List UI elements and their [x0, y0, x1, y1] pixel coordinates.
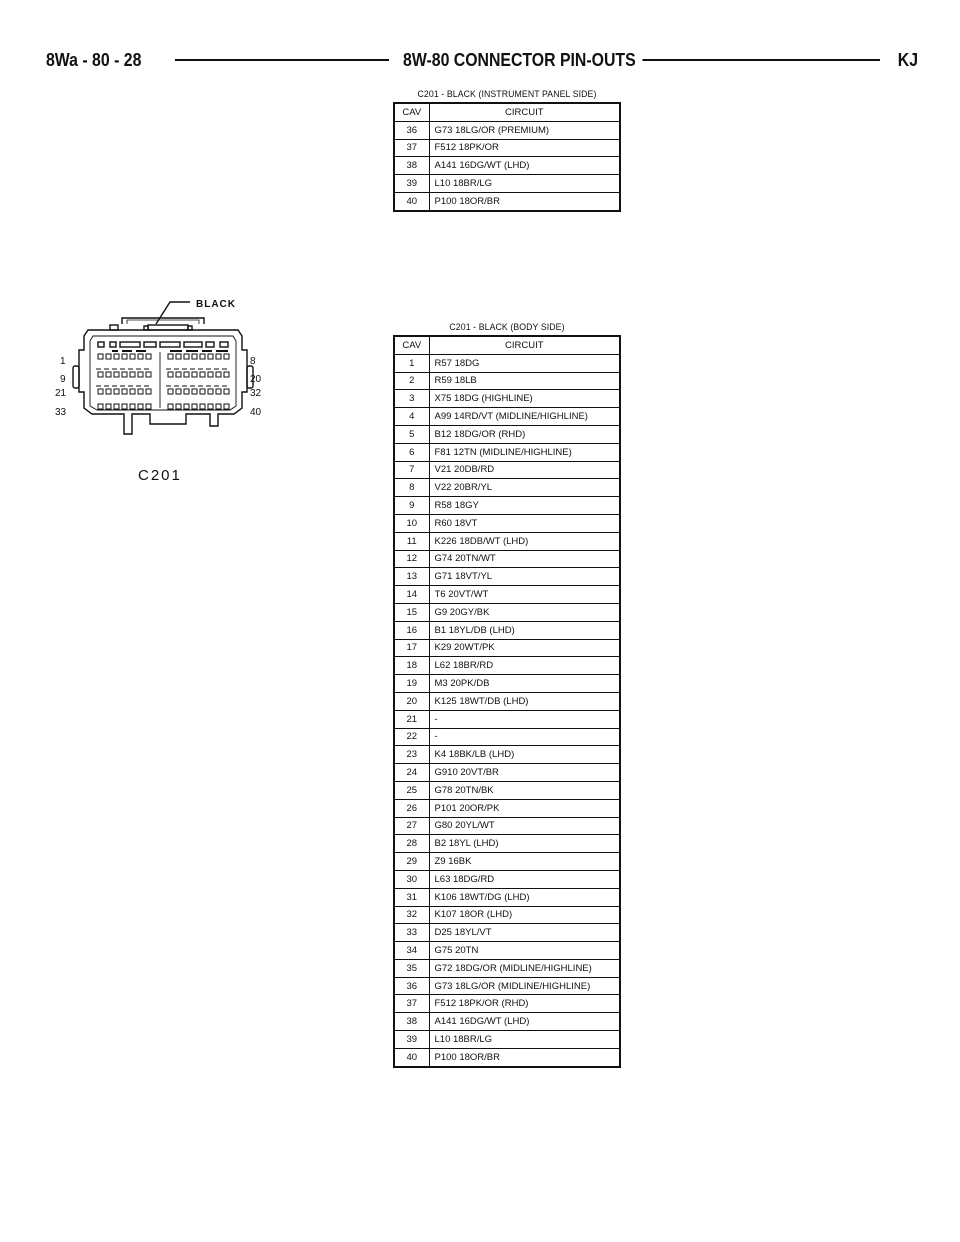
connector-cavity [114, 389, 119, 394]
table-row [394, 639, 620, 657]
cavity-number: 38 [394, 1013, 429, 1031]
table-row [394, 799, 620, 817]
table-row [394, 995, 620, 1013]
connector-cavity [98, 389, 103, 394]
circuit-code: G73 18LG/OR (PREMIUM) [429, 121, 620, 139]
column-header-cav: CAV [394, 103, 429, 121]
table-row [394, 354, 620, 372]
connector-cavity [114, 404, 119, 409]
table-row [394, 139, 620, 157]
cavity-number: 35 [394, 959, 429, 977]
circuit-code: P101 20OR/PK [429, 799, 620, 817]
table-row [394, 568, 620, 586]
cavity-number: 31 [394, 888, 429, 906]
connector-cavity [216, 389, 221, 394]
circuit-code: G80 20YL/WT [429, 817, 620, 835]
cavity-number: 17 [394, 639, 429, 657]
circuit-code: T6 20VT/WT [429, 586, 620, 604]
connector-cavity [184, 389, 189, 394]
cavity-number: 24 [394, 764, 429, 782]
circuit-code: P100 18OR/BR [429, 1048, 620, 1066]
circuit-code: R58 18GY [429, 497, 620, 515]
cavity-number: 15 [394, 603, 429, 621]
connector-cavity [106, 404, 111, 409]
connector-cavity [176, 354, 181, 359]
table-row [394, 924, 620, 942]
connector-cavity [106, 354, 111, 359]
connector-cavity [192, 372, 197, 377]
table-row [394, 692, 620, 710]
connector-cavity [208, 389, 213, 394]
cavity-number: 7 [394, 461, 429, 479]
cavity-number: 36 [394, 121, 429, 139]
body-side-table-block [393, 321, 621, 1068]
connector-cavity [122, 354, 127, 359]
cavity-number: 9 [394, 497, 429, 515]
ip-side-table-title: C201 - BLACK (INSTRUMENT PANEL SIDE) [417, 89, 597, 100]
connector-cavity [200, 354, 205, 359]
body-side-table-title: C201 - BLACK (BODY SIDE) [449, 322, 565, 333]
table-row [394, 443, 620, 461]
connector-cavity [114, 354, 119, 359]
connector-cavity [192, 404, 197, 409]
circuit-code: L10 18BR/LG [429, 1031, 620, 1049]
table-row [394, 853, 620, 871]
circuit-code: L10 18BR/LG [429, 175, 620, 193]
connector-cavity [146, 389, 151, 394]
body-side-table-body [394, 354, 620, 1066]
connector-cavity [130, 354, 135, 359]
connector-cavity [130, 404, 135, 409]
header-rule-left [175, 59, 389, 61]
table-row [394, 1013, 620, 1031]
circuit-code: F81 12TN (MIDLINE/HIGHLINE) [429, 443, 620, 461]
circuit-code: G72 18DG/OR (MIDLINE/HIGHLINE) [429, 959, 620, 977]
cavity-number: 21 [394, 710, 429, 728]
table-row [394, 408, 620, 426]
table-row [394, 175, 620, 193]
page-header [40, 47, 918, 73]
cavity-number: 4 [394, 408, 429, 426]
connector-cavity [168, 372, 173, 377]
table-row [394, 746, 620, 764]
circuit-code: B2 18YL (LHD) [429, 835, 620, 853]
pin-label-33: 33 [55, 407, 67, 418]
pin-label-1: 1 [60, 356, 66, 367]
cavity-number: 30 [394, 870, 429, 888]
cavity-number: 5 [394, 425, 429, 443]
connector-cavity [224, 354, 229, 359]
table-row [394, 835, 620, 853]
connector-cavity [200, 404, 205, 409]
circuit-code: F512 18PK/OR [429, 139, 620, 157]
connector-cavity [224, 404, 229, 409]
cavity-number: 40 [394, 192, 429, 210]
pin-label-9: 9 [60, 374, 66, 385]
connector-cavity [176, 372, 181, 377]
circuit-code: K106 18WT/DG (LHD) [429, 888, 620, 906]
table-row [394, 372, 620, 390]
connector-cavity [106, 372, 111, 377]
circuit-code: A141 16DG/WT (LHD) [429, 157, 620, 175]
connector-cavity [138, 354, 143, 359]
table-row [394, 728, 620, 746]
connector-cavity [208, 354, 213, 359]
header-rule-right [635, 59, 880, 61]
table-row [394, 603, 620, 621]
table-row [394, 192, 620, 210]
circuit-code: D25 18YL/VT [429, 924, 620, 942]
table-row [394, 532, 620, 550]
connector-cavity [130, 389, 135, 394]
cavity-number: 37 [394, 139, 429, 157]
table-row [394, 586, 620, 604]
cavity-number: 3 [394, 390, 429, 408]
circuit-code: X75 18DG (HIGHLINE) [429, 390, 620, 408]
table-row [394, 1048, 620, 1066]
table-row [394, 514, 620, 532]
table-row [394, 906, 620, 924]
cavity-number: 23 [394, 746, 429, 764]
connector-cavity [106, 389, 111, 394]
model-code: KJ [891, 47, 918, 73]
cavity-number: 18 [394, 657, 429, 675]
circuit-code: M3 20PK/DB [429, 675, 620, 693]
cavity-number: 26 [394, 799, 429, 817]
connector-cavity [146, 404, 151, 409]
table-header-row [394, 103, 620, 121]
cavity-number: 25 [394, 781, 429, 799]
connector-cavity [184, 372, 189, 377]
cavity-number: 39 [394, 1031, 429, 1049]
cavity-number: 13 [394, 568, 429, 586]
circuit-code: A99 14RD/VT (MIDLINE/HIGHLINE) [429, 408, 620, 426]
circuit-code: - [429, 710, 620, 728]
cavity-number: 1 [394, 354, 429, 372]
pin-label-8: 8 [250, 356, 256, 367]
connector-cavity [138, 404, 143, 409]
table-row [394, 764, 620, 782]
pin-label-21: 21 [55, 388, 67, 399]
connector-cavity [216, 404, 221, 409]
connector-cavity [114, 372, 119, 377]
table-row [394, 977, 620, 995]
cavity-number: 34 [394, 942, 429, 960]
cavity-number: 33 [394, 924, 429, 942]
cavity-number: 2 [394, 372, 429, 390]
circuit-code: R60 18VT [429, 514, 620, 532]
connector-cavity [168, 404, 173, 409]
cavity-number: 37 [394, 995, 429, 1013]
connector-cavity [122, 372, 127, 377]
circuit-code: A141 16DG/WT (LHD) [429, 1013, 620, 1031]
table-row [394, 1031, 620, 1049]
circuit-code: K4 18BK/LB (LHD) [429, 746, 620, 764]
circuit-code: P100 18OR/BR [429, 192, 620, 210]
cavity-number: 20 [394, 692, 429, 710]
connector-name: C201 [138, 467, 182, 484]
connector-cavity [208, 372, 213, 377]
column-header-circuit: CIRCUIT [429, 336, 620, 354]
circuit-code: G73 18LG/OR (MIDLINE/HIGHLINE) [429, 977, 620, 995]
circuit-code: V21 20DB/RD [429, 461, 620, 479]
pin-label-20: 20 [250, 374, 262, 385]
connector-cavity [98, 354, 103, 359]
connector-face-drawing [52, 296, 282, 466]
circuit-code: B1 18YL/DB (LHD) [429, 621, 620, 639]
connector-color-label: BLACK [196, 299, 236, 310]
connector-cavity [122, 389, 127, 394]
cavity-number: 29 [394, 853, 429, 871]
connector-cavity [168, 389, 173, 394]
connector-cavity [216, 372, 221, 377]
table-row [394, 390, 620, 408]
table-row [394, 942, 620, 960]
section-title: 8W-80 CONNECTOR PIN-OUTS [396, 47, 643, 73]
circuit-code: G78 20TN/BK [429, 781, 620, 799]
table-row [394, 479, 620, 497]
circuit-code: G71 18VT/YL [429, 568, 620, 586]
connector-cavity [200, 372, 205, 377]
body-side-pin-table [393, 335, 621, 1068]
table-row [394, 710, 620, 728]
connector-cavity [184, 354, 189, 359]
cavity-number: 36 [394, 977, 429, 995]
circuit-code: L62 18BR/RD [429, 657, 620, 675]
circuit-code: V22 20BR/YL [429, 479, 620, 497]
cavity-number: 8 [394, 479, 429, 497]
cavity-number: 28 [394, 835, 429, 853]
circuit-code: G910 20VT/BR [429, 764, 620, 782]
column-header-cav: CAV [394, 336, 429, 354]
cavity-number: 14 [394, 586, 429, 604]
table-row [394, 817, 620, 835]
cavity-number: 38 [394, 157, 429, 175]
cavity-number: 32 [394, 906, 429, 924]
pin-label-40: 40 [250, 407, 262, 418]
table-row [394, 959, 620, 977]
connector-cavity [138, 389, 143, 394]
table-row [394, 550, 620, 568]
circuit-code: Z9 16BK [429, 853, 620, 871]
page-reference: 8Wa - 80 - 28 [46, 47, 148, 73]
column-header-circuit: CIRCUIT [429, 103, 620, 121]
table-row [394, 461, 620, 479]
connector-cavity [168, 354, 173, 359]
connector-cavity [224, 372, 229, 377]
connector-cavity [216, 354, 221, 359]
cavity-number: 19 [394, 675, 429, 693]
connector-cavity [130, 372, 135, 377]
cavity-number: 10 [394, 514, 429, 532]
cavity-number: 12 [394, 550, 429, 568]
connector-cavity [146, 372, 151, 377]
circuit-code: K226 18DB/WT (LHD) [429, 532, 620, 550]
ip-side-pin-table [393, 102, 621, 212]
connector-diagram [52, 296, 282, 496]
circuit-code: K107 18OR (LHD) [429, 906, 620, 924]
table-row [394, 497, 620, 515]
cavity-number: 39 [394, 175, 429, 193]
circuit-code: R57 18DG [429, 354, 620, 372]
connector-cavity [98, 404, 103, 409]
circuit-code: G75 20TN [429, 942, 620, 960]
connector-cavity [200, 389, 205, 394]
cavity-number: 22 [394, 728, 429, 746]
circuit-code: F512 18PK/OR (RHD) [429, 995, 620, 1013]
cavity-number: 6 [394, 443, 429, 461]
connector-cavity [192, 354, 197, 359]
table-row [394, 870, 620, 888]
table-row [394, 675, 620, 693]
circuit-code: L63 18DG/RD [429, 870, 620, 888]
circuit-code: K29 20WT/PK [429, 639, 620, 657]
table-row [394, 781, 620, 799]
table-row [394, 121, 620, 139]
table-row [394, 425, 620, 443]
cavity-number: 16 [394, 621, 429, 639]
table-row [394, 888, 620, 906]
table-header-row [394, 336, 620, 354]
ip-side-table-block [393, 88, 621, 212]
table-row [394, 157, 620, 175]
connector-cavity [176, 404, 181, 409]
connector-cavity [98, 372, 103, 377]
connector-cavity [184, 404, 189, 409]
ip-side-table-body [394, 121, 620, 210]
circuit-code: - [429, 728, 620, 746]
cavity-number: 27 [394, 817, 429, 835]
connector-cavity [138, 372, 143, 377]
table-row [394, 621, 620, 639]
connector-cavity [176, 389, 181, 394]
connector-cavity [224, 389, 229, 394]
cavity-number: 40 [394, 1048, 429, 1066]
pin-label-32: 32 [250, 388, 262, 399]
circuit-code: K125 18WT/DB (LHD) [429, 692, 620, 710]
cavity-number: 11 [394, 532, 429, 550]
circuit-code: B12 18DG/OR (RHD) [429, 425, 620, 443]
connector-cavity [192, 389, 197, 394]
circuit-code: R59 18LB [429, 372, 620, 390]
connector-cavity [146, 354, 151, 359]
table-row [394, 657, 620, 675]
circuit-code: G74 20TN/WT [429, 550, 620, 568]
connector-cavity [122, 404, 127, 409]
circuit-code: G9 20GY/BK [429, 603, 620, 621]
connector-cavity [208, 404, 213, 409]
